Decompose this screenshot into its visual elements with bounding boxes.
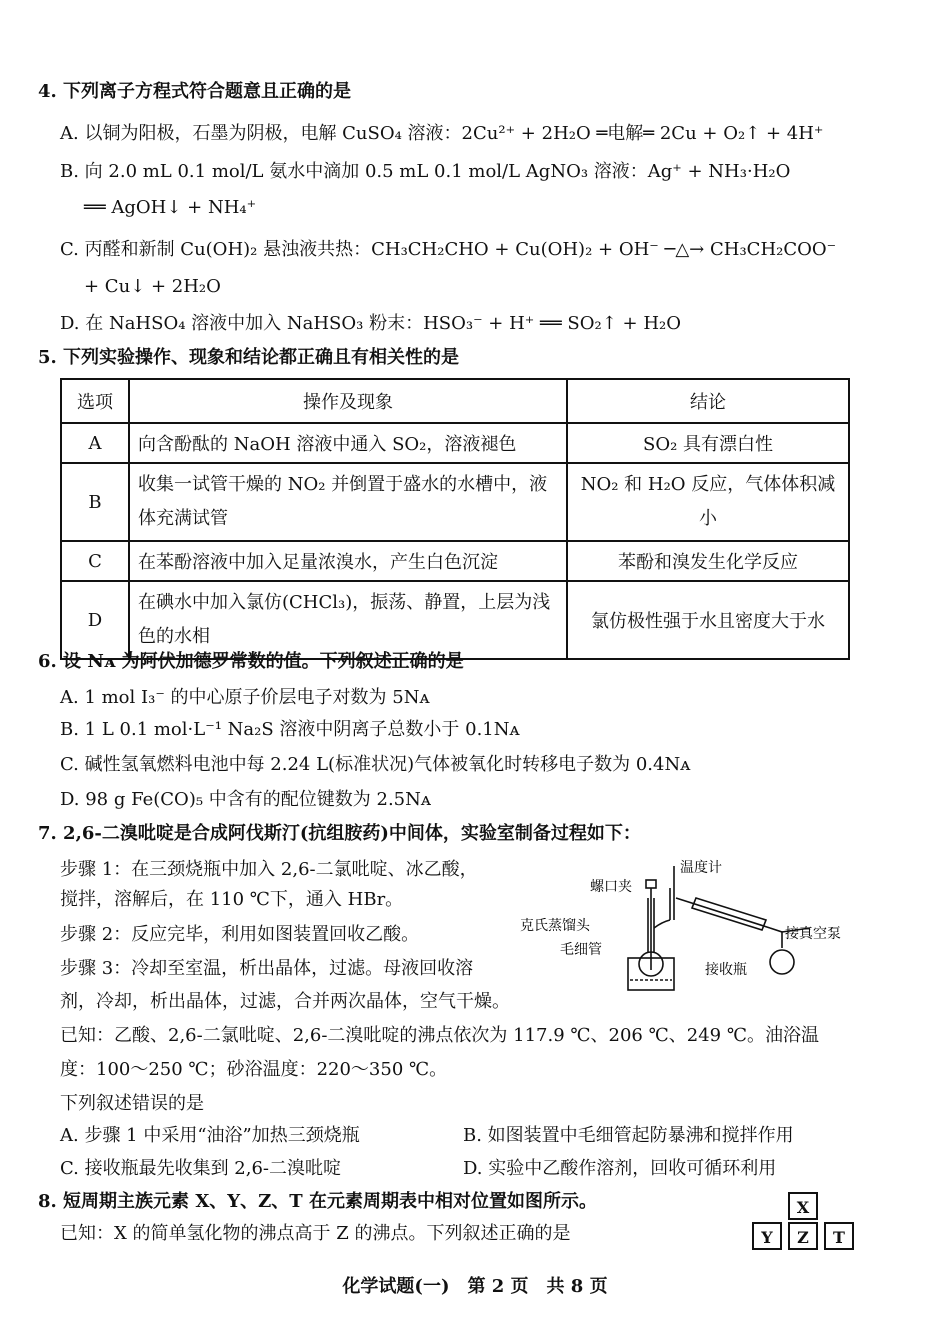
page-footer: 化学试题(一) 第 2 页 共 8 页 bbox=[342, 1276, 608, 1297]
q5-row-option: C bbox=[61, 541, 129, 581]
q5-header-conclusion: 结论 bbox=[567, 379, 849, 423]
table-row bbox=[61, 541, 849, 581]
q5-row-operation: 在碘水中加入氯仿(CHCl₃)，振荡、静置，上层为浅色的水相 bbox=[129, 581, 567, 659]
q4-option-b-line2: ══ AgOH↓ + NH₄⁺ bbox=[84, 197, 257, 218]
q4-stem: 4. 下列离子方程式符合题意且正确的是 bbox=[38, 81, 352, 102]
q5-row-option: B bbox=[61, 463, 129, 541]
table-row bbox=[61, 581, 849, 659]
q5-table-header bbox=[61, 379, 849, 423]
q5-row-conclusion: 氯仿极性强于水且密度大于水 bbox=[567, 581, 849, 659]
q6-option-a: A. 1 mol I₃⁻ 的中心原子价层电子对数为 5Nᴀ bbox=[60, 687, 430, 708]
q4-option-a: A. 以铜为阳极，石墨为阴极，电解 CuSO₄ 溶液：2Cu²⁺ + 2H₂O ═电解═ 2Cu + O₂↑ + 4H⁺ bbox=[60, 123, 824, 144]
q7-step3-line1: 步骤 3：冷却至室温，析出晶体，过滤。母液回收溶 bbox=[60, 958, 474, 979]
q5-row-conclusion: 苯酚和溴发生化学反应 bbox=[567, 541, 849, 581]
q5-row-conclusion: NO₂ 和 H₂O 反应，气体体积减小 bbox=[567, 463, 849, 541]
distillation-apparatus-diagram bbox=[520, 858, 855, 998]
table-row bbox=[61, 423, 849, 463]
q5-row-option: A bbox=[61, 423, 129, 463]
label-capillary: 毛细管 bbox=[560, 942, 602, 958]
element-cell-z: Z bbox=[788, 1222, 818, 1250]
q5-row-operation: 在苯酚溶液中加入足量浓溴水，产生白色沉淀 bbox=[129, 541, 567, 581]
screw-clip bbox=[646, 880, 656, 888]
receiving-flask bbox=[770, 950, 794, 974]
element-cell-t: T bbox=[824, 1222, 854, 1250]
q6-stem: 6. 设 Nᴀ 为阿伏加德罗常数的值。下列叙述正确的是 bbox=[38, 651, 464, 672]
condenser-inner bbox=[676, 898, 770, 928]
q7-step1-line2: 搅拌，溶解后，在 110 ℃下，通入 HBr。 bbox=[60, 889, 404, 910]
q5-table bbox=[60, 378, 850, 660]
q5-row-conclusion: SO₂ 具有漂白性 bbox=[567, 423, 849, 463]
label-vacuum-pump: 接真空泵 bbox=[785, 926, 841, 942]
claisen-bridge bbox=[654, 920, 670, 928]
q5-row-operation: 收集一试管干燥的 NO₂ 并倒置于盛水的水槽中，液体充满试管 bbox=[129, 463, 567, 541]
q6-option-c: C. 碱性氢氧燃料电池中每 2.24 L(标准状况)气体被氧化时转移电子数为 0.4Nᴀ bbox=[60, 754, 691, 775]
q8-stem: 8. 短周期主族元素 X、Y、Z、T 在元素周期表中相对位置如图所示。 bbox=[38, 1191, 597, 1212]
q4-option-b-line1: B. 向 2.0 mL 0.1 mol/L 氨水中滴加 0.5 mL 0.1 mol/L AgNO₃ 溶液：Ag⁺ + NH₃·H₂O bbox=[60, 161, 791, 182]
q5-stem: 5. 下列实验操作、现象和结论都正确且有相关性的是 bbox=[38, 347, 460, 368]
q6-option-b: B. 1 L 0.1 mol·L⁻¹ Na₂S 溶液中阴离子总数小于 0.1Nᴀ bbox=[60, 719, 520, 740]
q4-option-d: D. 在 NaHSO₄ 溶液中加入 NaHSO₃ 粉末：HSO₃⁻ + H⁺ ══ SO₂↑ + H₂O bbox=[60, 313, 682, 334]
label-screw-clip: 螺口夹 bbox=[590, 879, 632, 895]
vacuum-adapter bbox=[770, 928, 782, 948]
q6-option-d: D. 98 g Fe(CO)₅ 中含有的配位键数为 2.5Nᴀ bbox=[60, 789, 432, 810]
q7-known-line2: 度：100～250 ℃；砂浴温度：220～350 ℃。 bbox=[60, 1059, 448, 1080]
q7-option-b: B. 如图装置中毛细管起防暴沸和搅拌作用 bbox=[463, 1125, 794, 1146]
q4-option-c-line2: + Cu↓ + 2H₂O bbox=[84, 276, 221, 297]
q7-known-line1: 已知：乙酸、2,6-二氯吡啶、2,6-二溴吡啶的沸点依次为 117.9 ℃、206 ℃、249 ℃。油浴温 bbox=[60, 1025, 819, 1046]
label-receiving-flask: 接收瓶 bbox=[705, 962, 747, 978]
q7-step1-line1: 步骤 1：在三颈烧瓶中加入 2,6-二氯吡啶、冰乙酸， bbox=[60, 859, 478, 880]
element-cell-y: Y bbox=[752, 1222, 782, 1250]
q8-known: 已知：X 的简单氢化物的沸点高于 Z 的沸点。下列叙述正确的是 bbox=[60, 1223, 571, 1244]
q7-option-c: C. 接收瓶最先收集到 2,6-二溴吡啶 bbox=[60, 1158, 342, 1179]
label-claisen-head: 克氏蒸馏头 bbox=[520, 918, 590, 934]
q5-row-operation: 向含酚酞的 NaOH 溶液中通入 SO₂，溶液褪色 bbox=[129, 423, 567, 463]
q7-stem: 7. 2,6-二溴吡啶是合成阿伐斯汀(抗组胺药)中间体，实验室制备过程如下： bbox=[38, 823, 641, 844]
q4-option-c-line1: C. 丙醛和新制 Cu(OH)₂ 悬浊液共热：CH₃CH₂CHO + Cu(OH)₂ + OH⁻ ─△→ CH₃CH₂COO⁻ bbox=[60, 239, 837, 260]
q7-step3-line2: 剂，冷却，析出晶体，过滤，合并两次晶体，空气干燥。 bbox=[60, 991, 510, 1012]
table-row bbox=[61, 463, 849, 541]
condenser-jacket bbox=[692, 898, 766, 930]
q5-header-operation: 操作及现象 bbox=[129, 379, 567, 423]
q5-header-option: 选项 bbox=[61, 379, 129, 423]
q7-ask: 下列叙述错误的是 bbox=[60, 1093, 204, 1114]
q5-row-option: D bbox=[61, 581, 129, 659]
label-thermometer: 温度计 bbox=[680, 860, 722, 876]
element-cell-x: X bbox=[788, 1192, 818, 1220]
q7-option-d: D. 实验中乙酸作溶剂，回收可循环利用 bbox=[463, 1158, 777, 1179]
q7-step2: 步骤 2：反应完毕，利用如图装置回收乙酸。 bbox=[60, 924, 420, 945]
q7-option-a: A. 步骤 1 中采用“油浴”加热三颈烧瓶 bbox=[60, 1125, 360, 1146]
